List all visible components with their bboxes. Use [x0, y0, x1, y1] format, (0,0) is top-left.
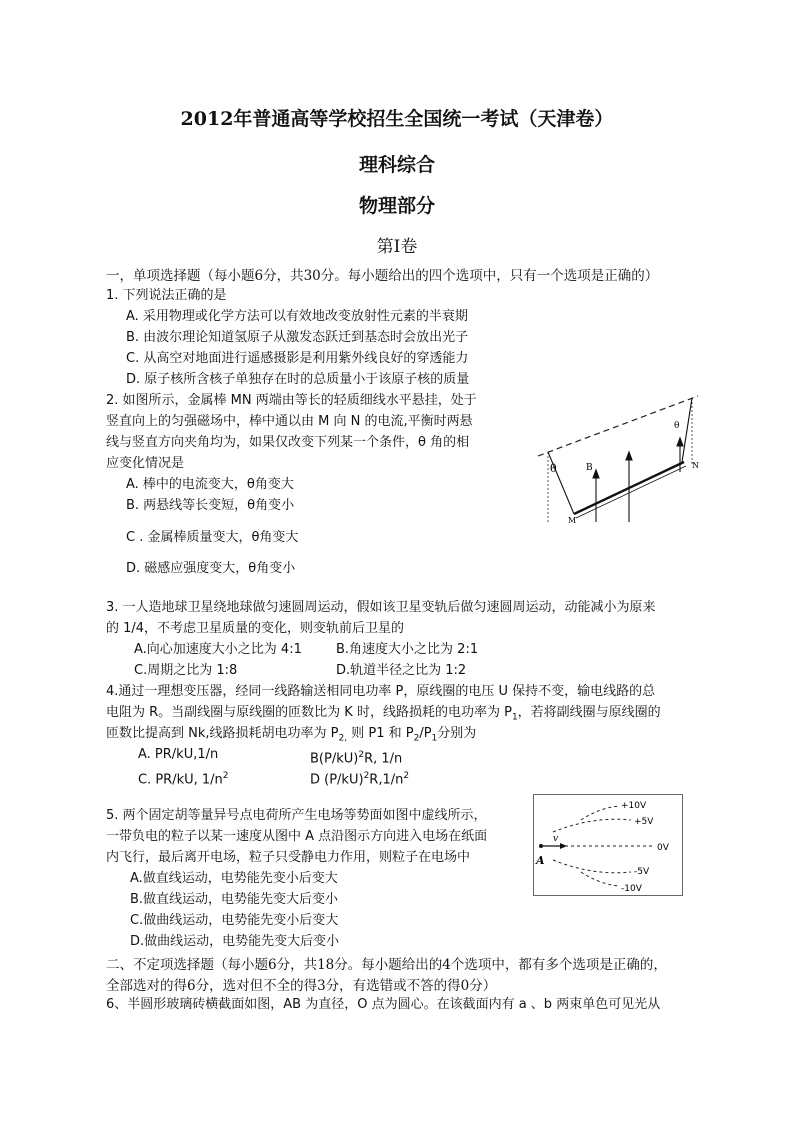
q5-option-b: B.做直线运动，电势能先变大后变小	[130, 892, 339, 907]
q1-option-d: D. 原子核所含核子单独存在时的总质量小于该原子核的质量	[126, 372, 470, 387]
q2-stem-line-1: 2. 如图所示，金属棒 MN 两端由等长的轻质细线水平悬挂，处于	[106, 393, 477, 408]
right-thread	[682, 398, 692, 462]
section-2-heading-line-1: 二、不定项选择题（每小题6分，共18分。每小题给出的4个选项中，都有多个选项是正确的，	[106, 957, 667, 973]
q4-opt-c-pre: C. PR/kU, 1/n	[138, 772, 223, 788]
label-plus-10v: +10V	[621, 801, 647, 811]
q4-line3-sub2: 2	[413, 733, 420, 744]
q4-sub-1: 1	[511, 712, 518, 723]
q3-option-c: C.周期之比为 1:8	[134, 663, 238, 678]
label-minus-5v: -5V	[634, 867, 650, 877]
field-arrow-3	[677, 438, 683, 446]
v-label: v	[553, 834, 559, 844]
q2-figure-rod-in-field	[534, 392, 714, 528]
q5-option-c: C.做曲线运动，电势能先变小后变大	[130, 913, 339, 928]
label-plus-5v: +5V	[634, 817, 654, 827]
q2-stem-line-3: 线与竖直方向夹角均为，如果仅改变下列某一个条件，θ 角的相	[106, 435, 470, 450]
theta-right-label: θ	[674, 421, 680, 431]
q1-option-b: B. 由波尔理论知道氢原子从激发态跃迁到基态时会放出光子	[126, 330, 469, 345]
q1-option-c: C. 从高空对地面进行遥感摄影是利用紫外线良好的穿透能力	[126, 351, 469, 366]
subject-title: 理科综合	[358, 154, 435, 176]
q4-opt-b-post: R, 1/n	[364, 751, 403, 767]
metal-rod-edge	[576, 466, 686, 518]
q3-option-a: A.向心加速度大小之比为 4:1	[134, 642, 302, 657]
q2-option-d: D. 磁感应强度变大，θ角变小	[126, 561, 296, 576]
q2-option-a: A. 棒中的电流变大，θ角变大	[126, 477, 294, 492]
q4-line3-c: /P	[419, 726, 432, 741]
q4-opt-d-mid: R,1/n	[369, 772, 404, 788]
q4-opt-b-sup: 2	[358, 750, 365, 760]
q5-option-a: A.做直线运动，电势能先变小后变大	[130, 871, 338, 886]
q2-stem-line-2: 竖直向上的匀强磁场中，棒中通以由 M 向 N 的电流,平衡时两悬	[106, 414, 473, 429]
q5-stem-line-2: 一带负电的粒子以某一速度从图中 A 点沿图示方向进入电场在纸面	[106, 829, 488, 844]
q4-line3-b: 则 P1 和 P	[347, 726, 414, 741]
q4-stem-line-2-tail: ，若将副线圈与原线圈的	[517, 705, 661, 720]
q2-option-c: C . 金属棒质量变大，θ角变大	[126, 530, 299, 545]
q4-opt-d-sup2: 2	[403, 771, 410, 781]
q4-opt-d-pre: D (P/kU)	[310, 772, 364, 788]
q4-option-c	[138, 766, 229, 790]
section-2-heading-line-2: 全部选对的得6分，选对但不全的得3分，有选错或不答的得0分）	[106, 978, 497, 994]
q4-line3-sub1: 2,	[338, 733, 348, 744]
exam-title: 2012年普通高等学校招生全国统一考试（天津卷）	[180, 108, 614, 130]
label-minus-10v: -10V	[621, 884, 642, 894]
q4-line3-d: 分别为	[437, 726, 477, 741]
q5-option-d: D.做曲线运动，电势能先变大后变小	[130, 934, 340, 949]
b-label: B	[586, 463, 593, 473]
q6-stem: 6、半圆形玻璃砖横截面如图，AB 为直径，O 点为圆心。在该截面内有 a 、b 两束单色可见光从	[106, 997, 661, 1012]
q3-stem-line-1: 3. 一人造地球卫星绕地球做匀速圆周运动，假如该卫星变轨后做匀速圆周运动，动能减小为原来	[106, 600, 656, 615]
q4-line3-sub3: 1	[431, 733, 438, 744]
q5-figure-equipotential	[533, 794, 683, 896]
q4-option-a: A. PR/kU,1/n	[138, 747, 219, 762]
q3-option-b: B.角速度大小之比为 2:1	[336, 642, 479, 657]
label-0v: 0V	[657, 843, 669, 853]
n-label: N	[692, 461, 699, 470]
q4-opt-d-sup: 2	[363, 771, 370, 781]
volume-title: 第Ⅰ卷	[376, 237, 418, 257]
q1-option-a: A. 采用物理或化学方法可以有效地改变放射性元素的半衰期	[126, 309, 468, 324]
q4-opt-c-sup: 2	[222, 771, 229, 781]
q4-opt-b-pre: B(P/kU)	[310, 751, 359, 767]
field-arrow-2	[626, 452, 632, 460]
a-label: A	[536, 854, 545, 867]
m-label: M	[568, 516, 577, 525]
q5-stem-line-1: 5. 两个固定胡等量异号点电荷所产生电场等势面如图中虚线所示，	[106, 808, 487, 823]
point-a	[539, 844, 543, 848]
theta-left-label: θ	[550, 462, 557, 475]
q4-stem-line-2-text: 电阻为 R。当副线圈与原线圈的匝数比为 K 时，线路损耗的电功率为 P	[106, 705, 512, 720]
q1-stem: 1. 下列说法正确的是	[106, 288, 227, 303]
q4-line3-a: 匝数比提高到 Nk,线路损耗胡电功率为 P	[106, 726, 339, 741]
q2-option-b: B. 两悬线等长变短，θ角变小	[126, 498, 295, 513]
q4-stem-line-1: 4.通过一理想变压器，经同一线路输送相同电功率 P，原线圈的电压 U 保持不变，输电线路的总	[106, 684, 656, 699]
q3-option-d: D.轨道半径之比为 1:2	[336, 663, 467, 678]
section-1-heading: 一，单项选择题（每小题6分，共30分。每小题给出的四个选项中，只有一个选项是正确的）	[106, 268, 659, 284]
part-title: 物理部分	[358, 195, 435, 217]
field-arrow-1	[593, 470, 599, 478]
q2-stem-line-4: 应变化情况是	[106, 456, 185, 471]
q5-stem-line-3: 内飞行，最后离开电场，粒子只受静电力作用，则粒子在电场中	[106, 850, 471, 865]
q3-stem-line-2: 的 1/4，不考虑卫星质量的变化，则变轨前后卫星的	[106, 621, 405, 636]
q4-option-d	[310, 766, 409, 790]
